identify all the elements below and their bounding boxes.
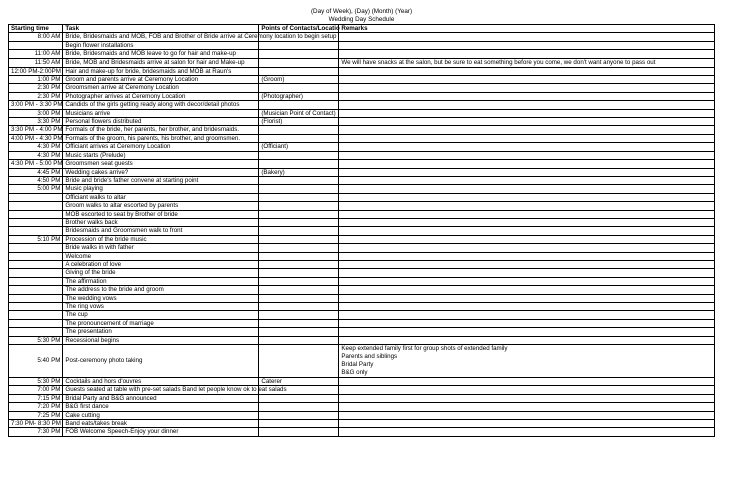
cell-task[interactable]: Cake cutting [63, 411, 259, 419]
cell-starting-time[interactable]: 4:30 PM - 5:00 PM [9, 160, 63, 168]
cell-starting-time[interactable]: 2:30 PM [9, 92, 63, 100]
cell-remarks[interactable] [339, 403, 715, 411]
cell-contact[interactable] [259, 269, 339, 277]
cell-remarks[interactable] [339, 109, 715, 117]
table-row [9, 235, 715, 243]
cell-contact[interactable] [259, 336, 339, 344]
table-row [9, 252, 715, 260]
cell-contact[interactable] [259, 294, 339, 302]
cell-remarks[interactable] [339, 319, 715, 327]
table-row [9, 244, 715, 252]
table-row [9, 386, 715, 394]
cell-task[interactable]: Musicians arrive [63, 109, 259, 117]
cell-task[interactable]: Welcome [63, 252, 259, 260]
cell-contact[interactable]: (Photographer) [259, 92, 339, 100]
cell-remarks[interactable] [339, 76, 715, 84]
cell-task[interactable]: Officiant walks to altar [63, 193, 259, 201]
cell-remarks[interactable] [339, 168, 715, 176]
cell-task[interactable]: A celebration of love [63, 260, 259, 268]
table-row [9, 185, 715, 193]
cell-remarks[interactable] [339, 420, 715, 428]
cell-remarks[interactable] [339, 126, 715, 134]
table-row [9, 294, 715, 302]
cell-contact[interactable] [259, 50, 339, 58]
cell-task[interactable]: Bridal Party and B&G announced [63, 394, 259, 402]
cell-contact[interactable] [259, 286, 339, 294]
cell-starting-time[interactable] [9, 210, 63, 218]
cell-task[interactable]: The presentation [63, 328, 259, 336]
cell-starting-time[interactable]: 4:30 PM [9, 143, 63, 151]
schedule-table [8, 24, 715, 437]
cell-starting-time[interactable]: 11:00 AM [9, 50, 63, 58]
cell-contact[interactable] [259, 244, 339, 252]
table-row [9, 176, 715, 184]
cell-task[interactable]: Giving of the bride [63, 269, 259, 277]
cell-starting-time[interactable]: 5:30 PM [9, 378, 63, 386]
cell-task[interactable]: MOB escorted to seat by Brother of bride [63, 210, 259, 218]
cell-remarks[interactable] [339, 244, 715, 252]
cell-task[interactable]: Groom and parents arrive at Ceremony Location [63, 76, 259, 84]
table-row [9, 303, 715, 311]
cell-contact[interactable] [259, 58, 339, 67]
table-row [9, 160, 715, 168]
table-row [9, 134, 715, 142]
table-row [9, 84, 715, 92]
cell-task[interactable]: Hair and make-up for bride, bridesmaids and MOB at Raun's [63, 67, 259, 75]
table-row [9, 420, 715, 428]
table-row [9, 118, 715, 126]
table-row [9, 92, 715, 100]
cell-task[interactable]: Groomsmen arrive at Ceremony Location [63, 84, 259, 92]
cell-starting-time[interactable]: 12:00 PM-2:00PM [9, 67, 63, 75]
cell-contact[interactable] [259, 101, 339, 109]
cell-contact[interactable] [259, 235, 339, 243]
cell-starting-time[interactable] [9, 227, 63, 235]
cell-remarks[interactable] [339, 336, 715, 344]
cell-contact[interactable] [259, 394, 339, 402]
cell-remarks[interactable] [339, 277, 715, 285]
cell-contact[interactable]: (Groom) [259, 76, 339, 84]
cell-contact[interactable] [259, 185, 339, 193]
cell-contact[interactable] [259, 311, 339, 319]
header-row [9, 25, 715, 33]
cell-remarks[interactable] [339, 67, 715, 75]
cell-task[interactable]: Cocktails and hors d'ouvres [63, 378, 259, 386]
cell-starting-time[interactable] [9, 294, 63, 302]
cell-remarks[interactable] [339, 269, 715, 277]
cell-contact[interactable] [259, 345, 339, 378]
cell-task[interactable]: Groomsmen seat guests [63, 160, 259, 168]
table-row [9, 269, 715, 277]
table-row [9, 227, 715, 235]
cell-task[interactable]: Brother walks back [63, 218, 259, 226]
cell-starting-time[interactable]: 7:15 PM [9, 394, 63, 402]
cell-remarks[interactable] [339, 303, 715, 311]
cell-contact[interactable] [259, 151, 339, 159]
cell-remarks[interactable] [339, 41, 715, 49]
cell-remarks[interactable] [339, 176, 715, 184]
cell-remarks[interactable] [339, 151, 715, 159]
cell-remarks[interactable] [339, 101, 715, 109]
cell-contact[interactable] [259, 176, 339, 184]
cell-contact[interactable] [259, 319, 339, 327]
cell-starting-time[interactable]: 7:30 PM- 8:30 PM [9, 420, 63, 428]
cell-contact[interactable] [259, 134, 339, 142]
cell-remarks[interactable] [339, 58, 715, 67]
cell-task[interactable]: The ring vows [63, 303, 259, 311]
cell-remarks[interactable] [339, 328, 715, 336]
date-header: (Day of Week), (Day) (Month) (Year) [310, 8, 413, 15]
table-row [9, 202, 715, 210]
cell-starting-time[interactable] [9, 303, 63, 311]
cell-remarks[interactable] [339, 311, 715, 319]
cell-task[interactable]: Band eats/takes break [63, 420, 259, 428]
cell-remarks[interactable] [339, 260, 715, 268]
table-row [9, 311, 715, 319]
cell-task[interactable]: Begin flower installations [63, 41, 259, 49]
cell-contact[interactable] [259, 160, 339, 168]
cell-starting-time[interactable] [9, 319, 63, 327]
cell-task[interactable]: Bride walks in with father [63, 244, 259, 252]
cell-task[interactable]: Bride, Bridesmaids and MOB leave to go for hair and make-up [63, 50, 259, 58]
table-row [9, 101, 715, 109]
cell-starting-time[interactable] [9, 277, 63, 285]
cell-starting-time[interactable]: 5:40 PM [9, 345, 63, 378]
cell-starting-time[interactable]: 4:00 PM - 4:30 PM [9, 134, 63, 142]
cell-contact[interactable] [259, 202, 339, 210]
remark-line: We will have snacks at the salon, but be sure to eat something before you come, we don't want anyone to pass out [341, 58, 656, 66]
cell-task[interactable]: The pronouncement of marriage [63, 319, 259, 327]
table-row [9, 328, 715, 336]
schedule-title: Wedding Day Schedule [328, 16, 395, 23]
cell-task[interactable]: Groom walks to altar escorted by parents [63, 202, 259, 210]
cell-task[interactable]: Candids of the girls getting ready along with decor/detail photos [63, 101, 259, 109]
cell-starting-time[interactable]: 2:30 PM [9, 84, 63, 92]
column-header-starting-time[interactable]: Starting time [9, 25, 63, 33]
cell-starting-time[interactable] [9, 252, 63, 260]
table-row [9, 76, 715, 84]
table-row [9, 218, 715, 226]
cell-starting-time[interactable] [9, 244, 63, 252]
cell-remarks[interactable] [339, 84, 715, 92]
table-row [9, 58, 715, 67]
table-row [9, 126, 715, 134]
cell-contact[interactable] [259, 403, 339, 411]
cell-starting-time[interactable]: 5:10 PM [9, 235, 63, 243]
cell-remarks[interactable] [339, 210, 715, 218]
column-header-task[interactable]: Task [63, 25, 259, 33]
cell-task[interactable]: FOB Welcome Speech-Enjoy your dinner [63, 428, 259, 436]
cell-task[interactable]: B&G first dance [63, 403, 259, 411]
cell-contact[interactable] [259, 252, 339, 260]
cell-task[interactable]: Recessional begins [63, 336, 259, 344]
cell-starting-time[interactable] [9, 260, 63, 268]
cell-starting-time[interactable]: 7:25 PM [9, 411, 63, 419]
cell-remarks[interactable] [339, 218, 715, 226]
table-row [9, 394, 715, 402]
cell-remarks[interactable] [339, 294, 715, 302]
table-row [9, 33, 715, 41]
remark-line: Bridal Party [341, 361, 374, 369]
cell-contact[interactable] [259, 260, 339, 268]
cell-remarks[interactable] [339, 193, 715, 201]
cell-remarks[interactable] [339, 50, 715, 58]
schedule-sheet [8, 8, 715, 437]
cell-remarks[interactable] [339, 227, 715, 235]
table-row [9, 210, 715, 218]
cell-task[interactable]: The address to the bride and groom [63, 286, 259, 294]
table-row [9, 168, 715, 176]
cell-starting-time[interactable]: 3:30 PM - 4:00 PM [9, 126, 63, 134]
remark-line: Keep extended family first for group shots of extended family [341, 345, 508, 353]
cell-task[interactable]: Bride and bride's father convene at starting point [63, 176, 259, 184]
cell-task[interactable]: Officiant arrives at Ceremony Location [63, 143, 259, 151]
cell-remarks[interactable] [339, 92, 715, 100]
cell-contact[interactable] [259, 303, 339, 311]
cell-task[interactable]: Wedding cakes arrive? [63, 168, 259, 176]
cell-remarks[interactable] [339, 235, 715, 243]
cell-contact[interactable] [259, 420, 339, 428]
cell-task[interactable]: Guests seated at table with pre-set salads Band let people know ok to eat salads [63, 386, 259, 394]
cell-starting-time[interactable] [9, 311, 63, 319]
cell-starting-time[interactable] [9, 202, 63, 210]
cell-starting-time[interactable]: 7:30 PM [9, 428, 63, 436]
cell-contact[interactable] [259, 126, 339, 134]
cell-contact[interactable] [259, 84, 339, 92]
cell-contact[interactable] [259, 227, 339, 235]
table-row [9, 411, 715, 419]
table-row [9, 286, 715, 294]
cell-starting-time[interactable]: 1:00 PM [9, 76, 63, 84]
cell-starting-time[interactable] [9, 269, 63, 277]
cell-remarks[interactable] [339, 143, 715, 151]
cell-task[interactable]: The wedding vows [63, 294, 259, 302]
cell-starting-time[interactable] [9, 286, 63, 294]
table-row [9, 345, 715, 378]
column-header-remarks[interactable]: Remarks [339, 25, 715, 33]
cell-starting-time[interactable] [9, 41, 63, 49]
cell-contact[interactable]: Caterer [259, 378, 339, 386]
cell-remarks[interactable] [339, 378, 715, 386]
table-row [9, 67, 715, 75]
cell-remarks[interactable] [339, 411, 715, 419]
cell-starting-time[interactable]: 4:50 PM [9, 176, 63, 184]
cell-starting-time[interactable]: 3:00 PM [9, 109, 63, 117]
cell-starting-time[interactable]: 3:30 PM [9, 118, 63, 126]
cell-starting-time[interactable] [9, 218, 63, 226]
table-row [9, 193, 715, 201]
cell-task[interactable]: Formals of the bride, her parents, her brother, and bridesmaids. [63, 126, 259, 134]
cell-starting-time[interactable]: 11:50 AM [9, 58, 63, 67]
cell-remarks[interactable] [339, 185, 715, 193]
cell-contact[interactable] [259, 67, 339, 75]
table-row [9, 41, 715, 49]
cell-remarks[interactable] [339, 286, 715, 294]
cell-contact[interactable] [259, 218, 339, 226]
table-row [9, 143, 715, 151]
column-header-contacts[interactable]: Points of Contacts/Locatio [259, 25, 339, 33]
cell-task[interactable]: Formals of the groom, his parents, his brother, and groomsmen. [63, 134, 259, 142]
table-row [9, 109, 715, 117]
cell-remarks[interactable] [339, 118, 715, 126]
cell-starting-time[interactable]: 4:45 PM [9, 168, 63, 176]
cell-starting-time[interactable]: 4:30 PM [9, 151, 63, 159]
cell-starting-time[interactable]: 8:00 AM [9, 33, 63, 41]
table-row [9, 151, 715, 159]
cell-contact[interactable] [259, 193, 339, 201]
cell-starting-time[interactable]: 5:00 PM [9, 185, 63, 193]
cell-remarks[interactable] [339, 394, 715, 402]
table-row [9, 50, 715, 58]
cell-task[interactable]: Bride, MOB and Bridesmaids arrive at salon for hair and Make-up [63, 58, 259, 67]
cell-contact[interactable] [259, 41, 339, 49]
cell-task[interactable]: Photographer arrives at Ceremony Location [63, 92, 259, 100]
cell-task[interactable]: Post-ceremony photo taking [63, 345, 259, 378]
table-row [9, 336, 715, 344]
cell-task[interactable]: Bride, Bridesmaids and MOB, FOB and Brother of Bride arrive at Ceremony location to begin setup [63, 33, 259, 41]
cell-task[interactable]: Bridesmaids and Groomsmen walk to front [63, 227, 259, 235]
remark-line: Parents and siblings [341, 353, 398, 361]
cell-remarks[interactable] [339, 202, 715, 210]
cell-starting-time[interactable] [9, 193, 63, 201]
cell-task[interactable]: Music starts (Prelude) [63, 151, 259, 159]
remark-line: B&G only [341, 369, 368, 377]
table-row [9, 277, 715, 285]
cell-starting-time[interactable]: 5:30 PM [9, 336, 63, 344]
cell-contact[interactable] [259, 428, 339, 436]
cell-remarks[interactable] [339, 345, 715, 378]
cell-task[interactable]: The affirmation [63, 277, 259, 285]
cell-starting-time[interactable]: 7:00 PM [9, 386, 63, 394]
cell-starting-time[interactable]: 7:20 PM [9, 403, 63, 411]
cell-remarks[interactable] [339, 160, 715, 168]
cell-contact[interactable]: (Bakery) [259, 168, 339, 176]
cell-starting-time[interactable] [9, 328, 63, 336]
cell-remarks[interactable] [339, 134, 715, 142]
cell-contact[interactable]: (Florist) [259, 118, 339, 126]
cell-task[interactable]: The cup [63, 311, 259, 319]
cell-starting-time[interactable]: 3:00 PM - 3:30 PM [9, 101, 63, 109]
cell-contact[interactable] [259, 328, 339, 336]
cell-contact[interactable]: (Officiant) [259, 143, 339, 151]
cell-task[interactable]: Procession of the bride music [63, 235, 259, 243]
cell-contact[interactable] [259, 210, 339, 218]
cell-remarks[interactable] [339, 33, 715, 41]
cell-remarks[interactable] [339, 428, 715, 436]
table-row [9, 319, 715, 327]
cell-contact[interactable]: (Musician Point of Contact) [259, 109, 339, 117]
table-row [9, 428, 715, 436]
cell-remarks[interactable] [339, 252, 715, 260]
table-row [9, 260, 715, 268]
cell-contact[interactable] [259, 277, 339, 285]
cell-remarks[interactable] [339, 386, 715, 394]
cell-task[interactable]: Music playing [63, 185, 259, 193]
table-row [9, 378, 715, 386]
cell-task[interactable]: Personal flowers distributed [63, 118, 259, 126]
table-row [9, 403, 715, 411]
cell-contact[interactable] [259, 411, 339, 419]
